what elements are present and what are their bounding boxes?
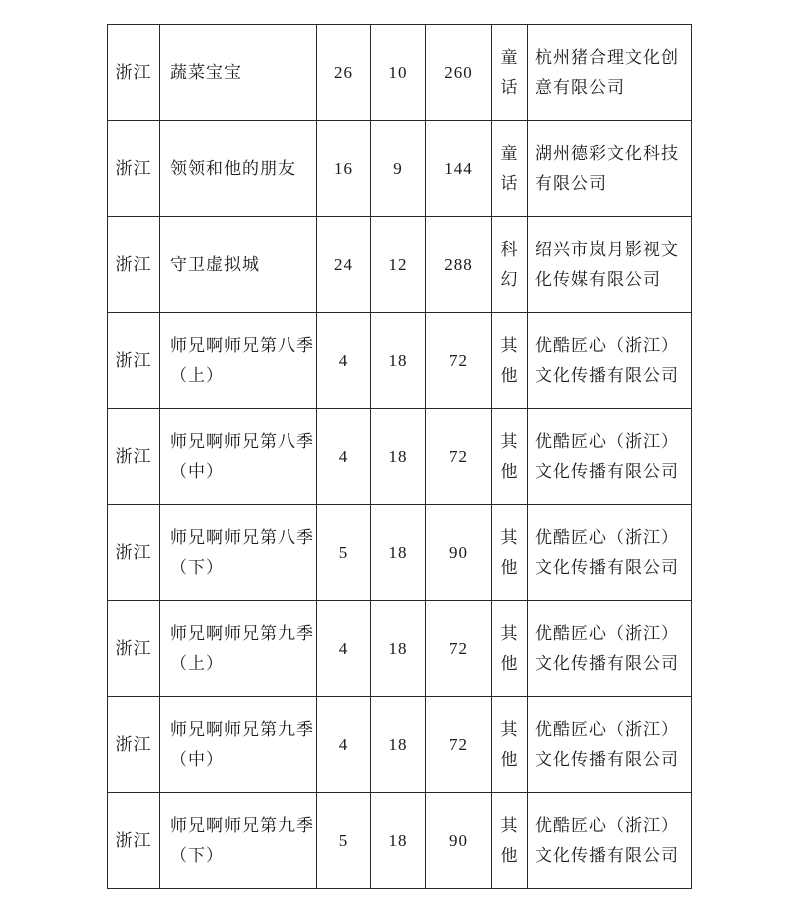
title-text: 师兄啊师兄第八季（下） xyxy=(170,527,314,578)
episodes-cell: 5 xyxy=(317,505,371,601)
company-cell: 优酷匠心（浙江）文化传播有限公司 xyxy=(528,697,692,793)
title-text: 师兄啊师兄第八季（中） xyxy=(170,431,314,482)
province-cell: 浙江 xyxy=(108,697,160,793)
province-cell: 浙江 xyxy=(108,793,160,889)
title-text: 师兄啊师兄第九季（中） xyxy=(170,719,314,770)
table-row xyxy=(108,121,692,217)
title-cell xyxy=(160,313,317,409)
total-minutes-cell: 72 xyxy=(426,313,492,409)
genre-cell xyxy=(492,601,528,697)
title-text: 蔬菜宝宝 xyxy=(170,62,242,83)
title-text: 师兄啊师兄第八季（上） xyxy=(170,335,314,386)
genre-text: 其他 xyxy=(500,815,519,866)
title-cell xyxy=(160,697,317,793)
genre-cell xyxy=(492,25,528,121)
genre-cell xyxy=(492,121,528,217)
total-minutes-cell: 144 xyxy=(426,121,492,217)
total-minutes-cell: 90 xyxy=(426,505,492,601)
company-cell: 绍兴市岚月影视文化传媒有限公司 xyxy=(528,217,692,313)
company-cell: 湖州德彩文化科技有限公司 xyxy=(528,121,692,217)
genre-text: 其他 xyxy=(500,335,519,386)
title-cell xyxy=(160,505,317,601)
title-cell xyxy=(160,793,317,889)
minutes-per-episode-cell: 18 xyxy=(371,313,426,409)
company-cell: 优酷匠心（浙江）文化传播有限公司 xyxy=(528,409,692,505)
genre-text: 童话 xyxy=(500,143,519,194)
table-row xyxy=(108,697,692,793)
province-cell: 浙江 xyxy=(108,25,160,121)
total-minutes-cell: 90 xyxy=(426,793,492,889)
table-row xyxy=(108,505,692,601)
province-cell: 浙江 xyxy=(108,121,160,217)
episodes-cell: 4 xyxy=(317,313,371,409)
genre-cell xyxy=(492,505,528,601)
province-cell: 浙江 xyxy=(108,313,160,409)
minutes-per-episode-cell: 9 xyxy=(371,121,426,217)
province-cell: 浙江 xyxy=(108,505,160,601)
total-minutes-cell: 72 xyxy=(426,409,492,505)
province-cell: 浙江 xyxy=(108,409,160,505)
company-cell: 优酷匠心（浙江）文化传播有限公司 xyxy=(528,793,692,889)
title-cell xyxy=(160,25,317,121)
episodes-cell: 4 xyxy=(317,601,371,697)
genre-text: 其他 xyxy=(500,623,519,674)
genre-cell xyxy=(492,697,528,793)
table-row xyxy=(108,793,692,889)
minutes-per-episode-cell: 18 xyxy=(371,601,426,697)
genre-cell xyxy=(492,409,528,505)
minutes-per-episode-cell: 18 xyxy=(371,793,426,889)
minutes-per-episode-cell: 12 xyxy=(371,217,426,313)
table-row xyxy=(108,25,692,121)
table-row xyxy=(108,601,692,697)
title-cell xyxy=(160,121,317,217)
minutes-per-episode-cell: 18 xyxy=(371,697,426,793)
episodes-cell: 5 xyxy=(317,793,371,889)
genre-cell xyxy=(492,217,528,313)
episodes-cell: 16 xyxy=(317,121,371,217)
company-cell: 杭州猪合理文化创意有限公司 xyxy=(528,25,692,121)
genre-text: 其他 xyxy=(500,719,519,770)
episodes-cell: 26 xyxy=(317,25,371,121)
episodes-cell: 24 xyxy=(317,217,371,313)
table-row xyxy=(108,313,692,409)
minutes-per-episode-cell: 10 xyxy=(371,25,426,121)
title-cell xyxy=(160,217,317,313)
province-cell: 浙江 xyxy=(108,601,160,697)
table-row xyxy=(108,409,692,505)
table-row xyxy=(108,217,692,313)
genre-text: 其他 xyxy=(500,527,519,578)
total-minutes-cell: 288 xyxy=(426,217,492,313)
title-text: 师兄啊师兄第九季（下） xyxy=(170,815,314,866)
title-cell xyxy=(160,409,317,505)
genre-text: 科幻 xyxy=(500,239,519,290)
title-text: 师兄啊师兄第九季（上） xyxy=(170,623,314,674)
title-cell xyxy=(160,601,317,697)
title-text: 守卫虚拟城 xyxy=(170,254,260,275)
company-cell: 优酷匠心（浙江）文化传播有限公司 xyxy=(528,601,692,697)
company-cell: 优酷匠心（浙江）文化传播有限公司 xyxy=(528,313,692,409)
record-table xyxy=(107,24,692,889)
genre-cell xyxy=(492,313,528,409)
genre-cell xyxy=(492,793,528,889)
episodes-cell: 4 xyxy=(317,697,371,793)
total-minutes-cell: 72 xyxy=(426,697,492,793)
total-minutes-cell: 260 xyxy=(426,25,492,121)
minutes-per-episode-cell: 18 xyxy=(371,505,426,601)
title-text: 领领和他的朋友 xyxy=(170,158,296,179)
episodes-cell: 4 xyxy=(317,409,371,505)
province-cell: 浙江 xyxy=(108,217,160,313)
genre-text: 童话 xyxy=(500,47,519,98)
genre-text: 其他 xyxy=(500,431,519,482)
minutes-per-episode-cell: 18 xyxy=(371,409,426,505)
company-cell: 优酷匠心（浙江）文化传播有限公司 xyxy=(528,505,692,601)
total-minutes-cell: 72 xyxy=(426,601,492,697)
